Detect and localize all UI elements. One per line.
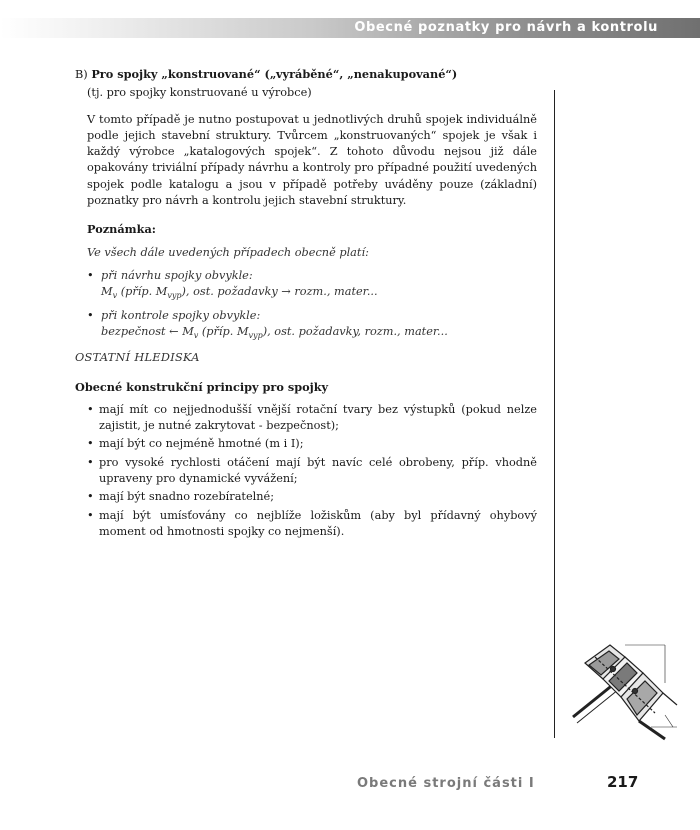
list-item: • mají mít co nejjednodušší vnější rotační tvary bez výstupků (pokud nelze zajistit, je nutné zakrytovat - bezpečnost); bbox=[87, 402, 537, 435]
note-item-line: při kontrole spojky obvykle: bbox=[101, 308, 261, 322]
principles-heading: Obecné konstrukční principy pro spojky bbox=[75, 380, 329, 395]
note-intro: Ve všech dále uvedených případech obecně platí: bbox=[87, 245, 369, 259]
header-bar bbox=[0, 18, 700, 38]
list-item: • mají být co nejméně hmotné (m i I); bbox=[87, 436, 537, 452]
subscript: vyp bbox=[167, 291, 182, 301]
note-item-line: při návrhu spojky obvykle: bbox=[101, 268, 253, 282]
header-title: Obecné poznatky pro návrh a kontrolu bbox=[354, 20, 658, 35]
note-item-check bbox=[87, 308, 537, 341]
other-heading: OSTATNÍ HLEDISKA bbox=[75, 351, 200, 365]
note-list bbox=[87, 268, 537, 340]
coupling-drawing-icon bbox=[573, 645, 677, 739]
section-subtitle: (tj. pro spojky konstruované u výrobce) bbox=[87, 86, 312, 100]
formula-text: ), ost. požadavky → rozm., mater... bbox=[181, 285, 378, 299]
coupling-illustration bbox=[565, 635, 680, 745]
margin-rule bbox=[554, 90, 555, 738]
note-heading: Poznámka: bbox=[87, 222, 156, 237]
section-heading bbox=[75, 66, 537, 83]
list-item: • mají být snadno rozebíratelné; bbox=[87, 489, 537, 505]
list-item: • pro vysoké rychlosti otáčení mají být navíc celé obrobeny, příp. vhodně upraveny pro dynamické vyvážení; bbox=[87, 455, 537, 488]
symbol: M bbox=[101, 285, 113, 299]
formula-text: (příp. M bbox=[198, 324, 249, 338]
note-item-design bbox=[87, 268, 537, 301]
page-number: 217 bbox=[607, 773, 639, 791]
formula-text: bezpečnost ← bbox=[101, 324, 183, 338]
section-title: Pro spojky „konstruované“ („vyráběné“, „nenakupované“) bbox=[91, 67, 458, 81]
body-paragraph: V tomto případě je nutno postupovat u jednotlivých druhů spojek individuálně podle jejich stavební struktury. Tvůrcem „konstruovaných“ spojek je však i každý výrobce „katalogových spojek“. Z tohoto důvodu nejsou již dále opakovány triviální případy návrhu a kontroly pro případné použití uvedených spojek podle katalogu a jsou v případě potřeby uváděny pouze (základní) poznatky pro návrh a kontrolu jejich stavební struktury. bbox=[87, 112, 537, 208]
subscript: vyp bbox=[248, 330, 263, 340]
symbol: M bbox=[182, 324, 194, 338]
principles-list bbox=[87, 402, 537, 540]
main-content bbox=[75, 66, 537, 542]
section-label: B) bbox=[75, 68, 88, 81]
formula-text: ), ost. požadavky, rozm., mater... bbox=[262, 324, 448, 338]
formula-text: (příp. M bbox=[117, 285, 168, 299]
footer-title: Obecné strojní části I bbox=[357, 776, 535, 791]
list-item: • mají být umísťovány co nejblíže ložiskům (aby byl přídavný ohybový moment od hmotnosti spojky co nejmenší). bbox=[87, 508, 537, 541]
subscript: v bbox=[112, 291, 118, 301]
subscript: v bbox=[193, 330, 199, 340]
